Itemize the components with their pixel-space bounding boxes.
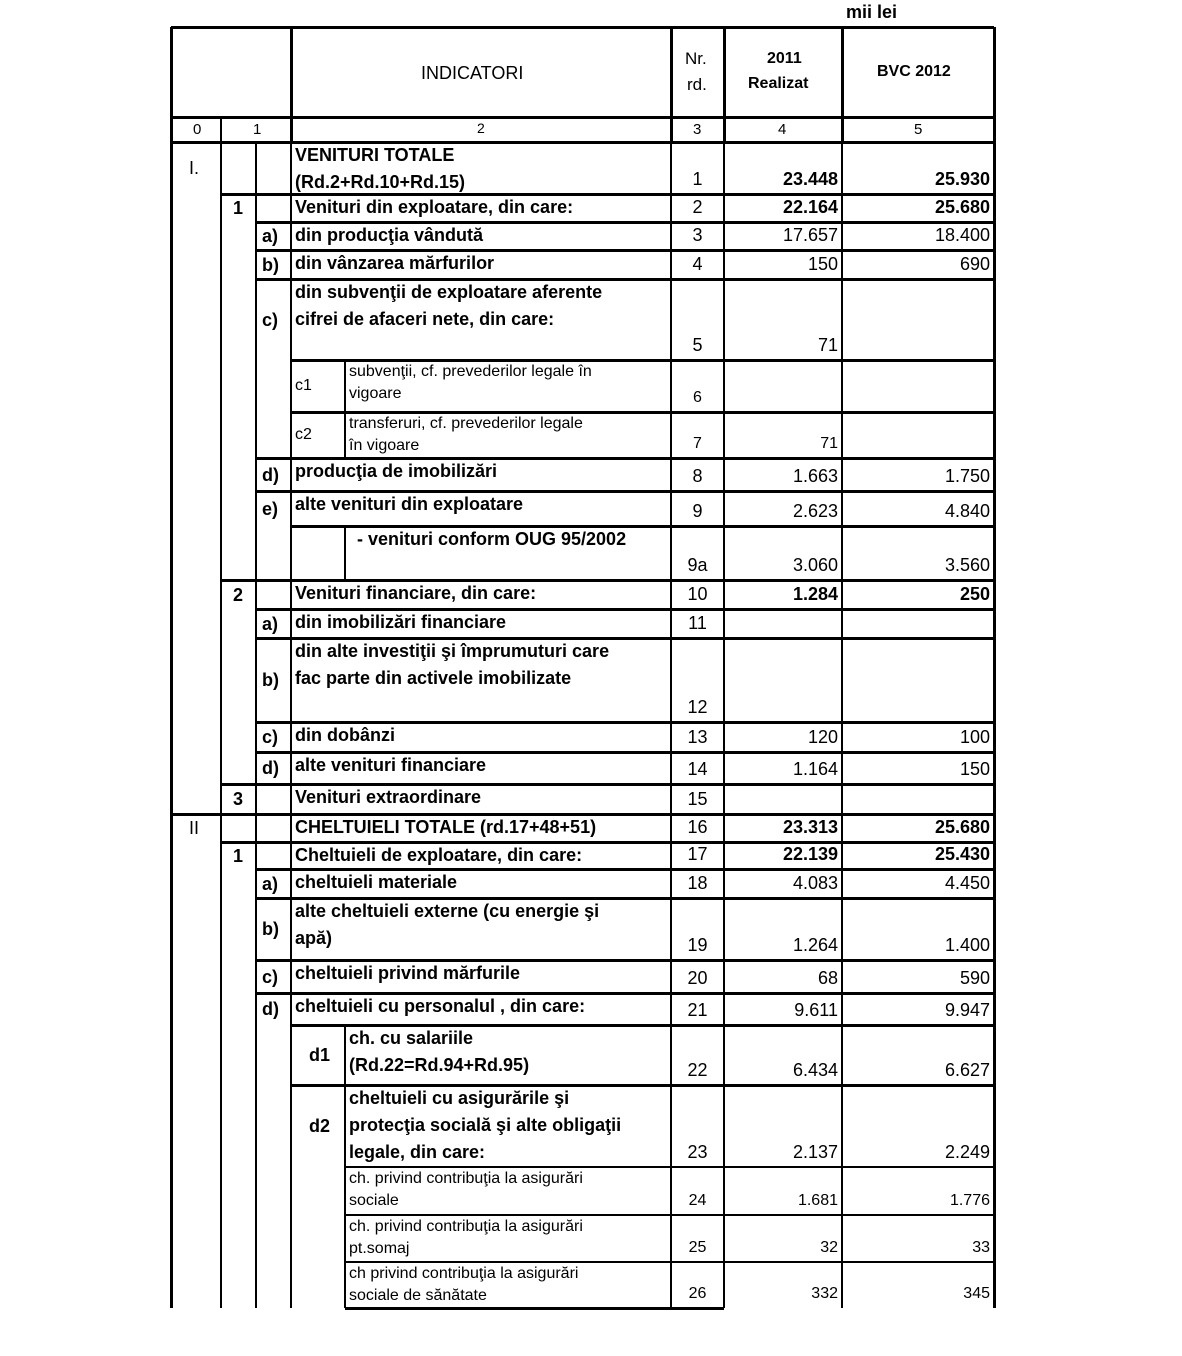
header-col4-year: 2011	[767, 50, 802, 67]
row-label: legale, din care:	[349, 1142, 486, 1162]
row-value-2011: 4.083	[792, 873, 838, 893]
grid-line-h	[221, 783, 994, 786]
header-nr-rd-2: rd.	[687, 75, 707, 94]
row-number: 9	[692, 501, 703, 521]
grid-line-v	[344, 526, 346, 580]
row-letter: e)	[262, 498, 279, 519]
row-value-2011: 6.434	[792, 1060, 838, 1080]
row-label: ch. privind contribuţia la asigurări	[349, 1170, 583, 1187]
grid-line-v	[344, 1025, 346, 1085]
row-value-2012: 1.400	[944, 935, 990, 955]
row-number: 11	[688, 613, 707, 633]
row-label: alte cheltuieli externe (cu energie şi	[295, 901, 600, 921]
grid-line-h	[345, 1307, 724, 1310]
row-value-2012: 3.560	[944, 555, 990, 575]
row-label: subvenţii, cf. prevederilor legale în	[349, 363, 592, 380]
row-number: 5	[692, 335, 703, 355]
row-value-2012: 590	[959, 968, 990, 988]
grid-line-v	[344, 1262, 346, 1308]
row-number: 22	[687, 1060, 708, 1080]
row-chapter-number: 3	[233, 789, 244, 809]
row-label: cheltuieli cu personalul , din care:	[295, 996, 586, 1016]
grid-line-v	[170, 142, 173, 1308]
grid-line-h	[171, 116, 994, 119]
grid-line-h	[291, 359, 994, 362]
grid-line-v	[841, 27, 844, 142]
row-sub-code: d2	[309, 1116, 331, 1136]
row-letter: c)	[262, 727, 279, 747]
row-value-2012: 100	[959, 727, 990, 747]
row-label: alte venituri financiare	[295, 755, 487, 775]
row-label: în vigoare	[349, 437, 420, 454]
row-label: Venituri extraordinare	[295, 787, 482, 807]
row-label: din vânzarea mărfurilor	[295, 253, 495, 273]
grid-line-v	[670, 27, 673, 142]
grid-line-h	[345, 1214, 994, 1216]
row-value-2011: 23.313	[782, 817, 838, 837]
grid-line-h	[256, 868, 994, 871]
row-value-2012: 18.400	[934, 225, 990, 245]
row-letter: a)	[262, 226, 279, 246]
row-label: din producţia vândută	[295, 225, 484, 245]
row-value-2011: 1.164	[792, 759, 838, 779]
row-number: 1	[692, 169, 703, 189]
grid-line-h	[291, 411, 994, 414]
row-label: din imobilizări financiare	[295, 612, 507, 632]
row-value-2011: 23.448	[782, 169, 838, 189]
row-label: ch privind contribuţia la asigurări	[349, 1265, 579, 1282]
row-number: 18	[687, 873, 708, 893]
grid-line-h	[221, 579, 994, 582]
grid-line-v	[255, 142, 257, 1308]
row-value-2012: 9.947	[944, 1000, 990, 1020]
row-number: 13	[687, 727, 708, 747]
grid-line-v	[993, 142, 996, 1308]
row-number: 10	[687, 584, 708, 604]
row-number: 20	[687, 968, 708, 988]
grid-line-v	[723, 142, 725, 1308]
row-sub-code: c2	[295, 426, 312, 443]
grid-line-v	[220, 117, 222, 142]
grid-line-v	[344, 360, 346, 412]
grid-line-h	[291, 1024, 994, 1027]
row-value-2012: 2.249	[944, 1142, 990, 1162]
row-label: CHELTUIELI TOTALE (rd.17+48+51)	[295, 817, 597, 837]
row-label: cifrei de afaceri nete, din care:	[295, 309, 555, 329]
grid-line-h	[256, 897, 994, 900]
row-label: ch. cu salariile	[349, 1028, 474, 1048]
row-value-2011: 1.284	[792, 584, 838, 604]
row-number: 16	[687, 817, 708, 837]
row-value-2012: 250	[959, 584, 990, 604]
index-col-3: 3	[693, 121, 702, 138]
row-value-2011: 150	[807, 254, 838, 274]
grid-line-v	[841, 142, 843, 1308]
header-col4-realizat: Realizat	[748, 75, 809, 92]
row-chapter-number: 2	[233, 584, 244, 605]
grid-line-h	[256, 608, 994, 611]
row-value-2011: 9.611	[794, 1000, 838, 1020]
grid-line-h	[256, 992, 994, 995]
header-indicatori: INDICATORI	[421, 63, 524, 83]
row-number: 15	[687, 789, 708, 809]
row-number: 8	[692, 466, 703, 486]
row-letter: d)	[262, 464, 279, 485]
row-value-2012: 1.750	[944, 466, 990, 486]
row-label: producţia de imobilizări	[295, 461, 498, 481]
row-number: 25	[688, 1239, 707, 1256]
index-col-2: 2	[477, 120, 485, 136]
row-number: 6	[693, 389, 702, 406]
row-letter: b)	[262, 254, 279, 275]
row-value-2011: 1.663	[792, 466, 838, 486]
row-letter: d)	[262, 758, 279, 778]
row-value-2012: 690	[959, 254, 990, 274]
grid-line-v	[993, 27, 996, 142]
header-nr-rd-1: Nr.	[685, 49, 707, 68]
row-number: 14	[687, 759, 708, 779]
row-value-2011: 1.681	[797, 1192, 838, 1209]
index-col-5: 5	[914, 121, 923, 138]
row-sub-code: c1	[295, 377, 312, 394]
row-number: 19	[687, 935, 708, 955]
row-label: sociale de sănătate	[349, 1287, 487, 1304]
grid-line-h	[345, 1166, 994, 1168]
row-value-2011: 2.623	[792, 501, 838, 521]
grid-line-h	[256, 249, 994, 252]
row-number: 12	[687, 697, 708, 717]
grid-line-h	[221, 193, 994, 196]
row-label: din subvenţii de exploatare aferente	[295, 282, 603, 302]
row-label: (Rd.22=Rd.94+Rd.95)	[349, 1055, 530, 1075]
row-value-2011: 22.139	[782, 844, 838, 864]
row-value-2012: 25.680	[934, 817, 990, 837]
row-section-number: II	[189, 818, 200, 838]
index-col-1: 1	[253, 121, 262, 138]
row-value-2012: 345	[963, 1285, 990, 1302]
grid-line-h	[171, 813, 994, 816]
row-value-2012: 25.930	[934, 169, 990, 189]
grid-line-h	[256, 721, 994, 724]
grid-line-v	[723, 27, 726, 142]
row-value-2011: 17.657	[782, 225, 838, 245]
row-number: 23	[687, 1142, 708, 1162]
row-number: 26	[688, 1285, 707, 1302]
row-value-2012: 4.450	[944, 873, 990, 893]
grid-line-v	[290, 27, 293, 142]
row-number: 4	[692, 254, 703, 274]
grid-line-h	[256, 751, 994, 754]
row-label: pt.somaj	[349, 1240, 410, 1257]
grid-line-h	[345, 1261, 994, 1263]
row-label: apă)	[295, 928, 333, 948]
grid-line-v	[344, 1167, 346, 1215]
index-col-0: 0	[193, 121, 202, 138]
row-value-2011: 120	[807, 727, 838, 747]
row-value-2012: 150	[959, 759, 990, 779]
grid-line-h	[291, 1084, 994, 1087]
grid-line-v	[220, 142, 222, 1308]
row-label: fac parte din activele imobilizate	[295, 668, 572, 688]
row-label: din alte investiţii şi împrumuturi care	[295, 641, 610, 661]
row-label: VENITURI TOTALE	[295, 145, 455, 165]
row-value-2011: 68	[817, 968, 838, 988]
grid-line-h	[171, 26, 994, 29]
row-label: protecţia socială şi alte obligaţii	[349, 1115, 622, 1135]
row-letter: a)	[262, 873, 279, 894]
row-value-2012: 25.430	[934, 844, 990, 864]
row-letter: a)	[262, 613, 279, 634]
grid-line-h	[171, 141, 994, 144]
row-number: 24	[688, 1192, 707, 1209]
row-value-2012: 4.840	[944, 501, 990, 521]
row-chapter-number: 1	[233, 845, 244, 866]
row-chapter-number: 1	[233, 198, 244, 218]
grid-line-v	[344, 1085, 346, 1167]
row-number: 2	[692, 197, 703, 217]
row-label: alte venituri din exploatare	[295, 494, 524, 514]
row-label: (Rd.2+Rd.10+Rd.15)	[295, 172, 466, 192]
index-col-4: 4	[778, 121, 787, 138]
grid-line-v	[344, 412, 346, 458]
row-label: cheltuieli privind mărfurile	[295, 963, 521, 983]
row-label: vigoare	[349, 385, 402, 402]
row-number: 9a	[687, 555, 708, 575]
row-number: 17	[687, 844, 708, 864]
row-value-2012: 1.776	[949, 1192, 990, 1209]
row-label: transferuri, cf. prevederilor legale	[349, 415, 583, 432]
grid-line-v	[344, 1215, 346, 1262]
row-label: - venituri conform OUG 95/2002	[357, 529, 627, 549]
grid-line-h	[256, 490, 994, 493]
grid-line-v	[290, 142, 292, 1308]
row-value-2011: 32	[820, 1239, 838, 1256]
row-letter: c)	[262, 309, 279, 330]
grid-line-h	[256, 959, 994, 962]
row-value-2011: 71	[817, 335, 838, 355]
row-value-2011: 1.264	[792, 935, 838, 955]
row-value-2012: 6.627	[944, 1060, 990, 1080]
row-label: cheltuieli materiale	[295, 872, 458, 892]
row-number: 3	[692, 225, 703, 245]
grid-line-v	[670, 142, 672, 1308]
row-label: cheltuieli cu asigurările şi	[349, 1088, 570, 1108]
row-label: Cheltuieli de exploatare, din care:	[295, 845, 583, 865]
row-value-2012: 25.680	[934, 197, 990, 217]
grid-line-h	[256, 221, 994, 224]
row-label: Venituri din exploatare, din care:	[295, 197, 574, 217]
grid-line-h	[291, 525, 994, 528]
row-sub-code: d1	[309, 1045, 331, 1065]
unit-label: mii lei	[846, 2, 898, 22]
row-value-2012: 33	[972, 1239, 990, 1256]
row-value-2011: 22.164	[782, 197, 838, 217]
header-col5: BVC 2012	[877, 63, 951, 80]
row-letter: d)	[262, 999, 279, 1019]
row-label: Venituri financiare, din care:	[295, 583, 537, 603]
row-value-2011: 332	[811, 1285, 838, 1302]
grid-line-h	[256, 457, 994, 460]
row-value-2011: 71	[820, 435, 838, 452]
grid-line-h	[221, 841, 994, 844]
row-letter: b)	[262, 670, 279, 690]
row-letter: c)	[262, 966, 279, 987]
row-value-2011: 3.060	[792, 555, 838, 575]
row-number: 21	[687, 1000, 708, 1020]
row-label: sociale	[349, 1192, 399, 1209]
row-value-2011: 2.137	[792, 1142, 838, 1162]
grid-line-h	[256, 278, 994, 281]
row-number: 7	[693, 435, 702, 452]
row-section-number: I.	[189, 158, 200, 178]
grid-line-v	[170, 27, 173, 142]
row-label: din dobânzi	[295, 725, 395, 745]
row-letter: b)	[262, 919, 279, 939]
row-label: ch. privind contribuţia la asigurări	[349, 1218, 583, 1235]
grid-line-h	[256, 637, 994, 640]
